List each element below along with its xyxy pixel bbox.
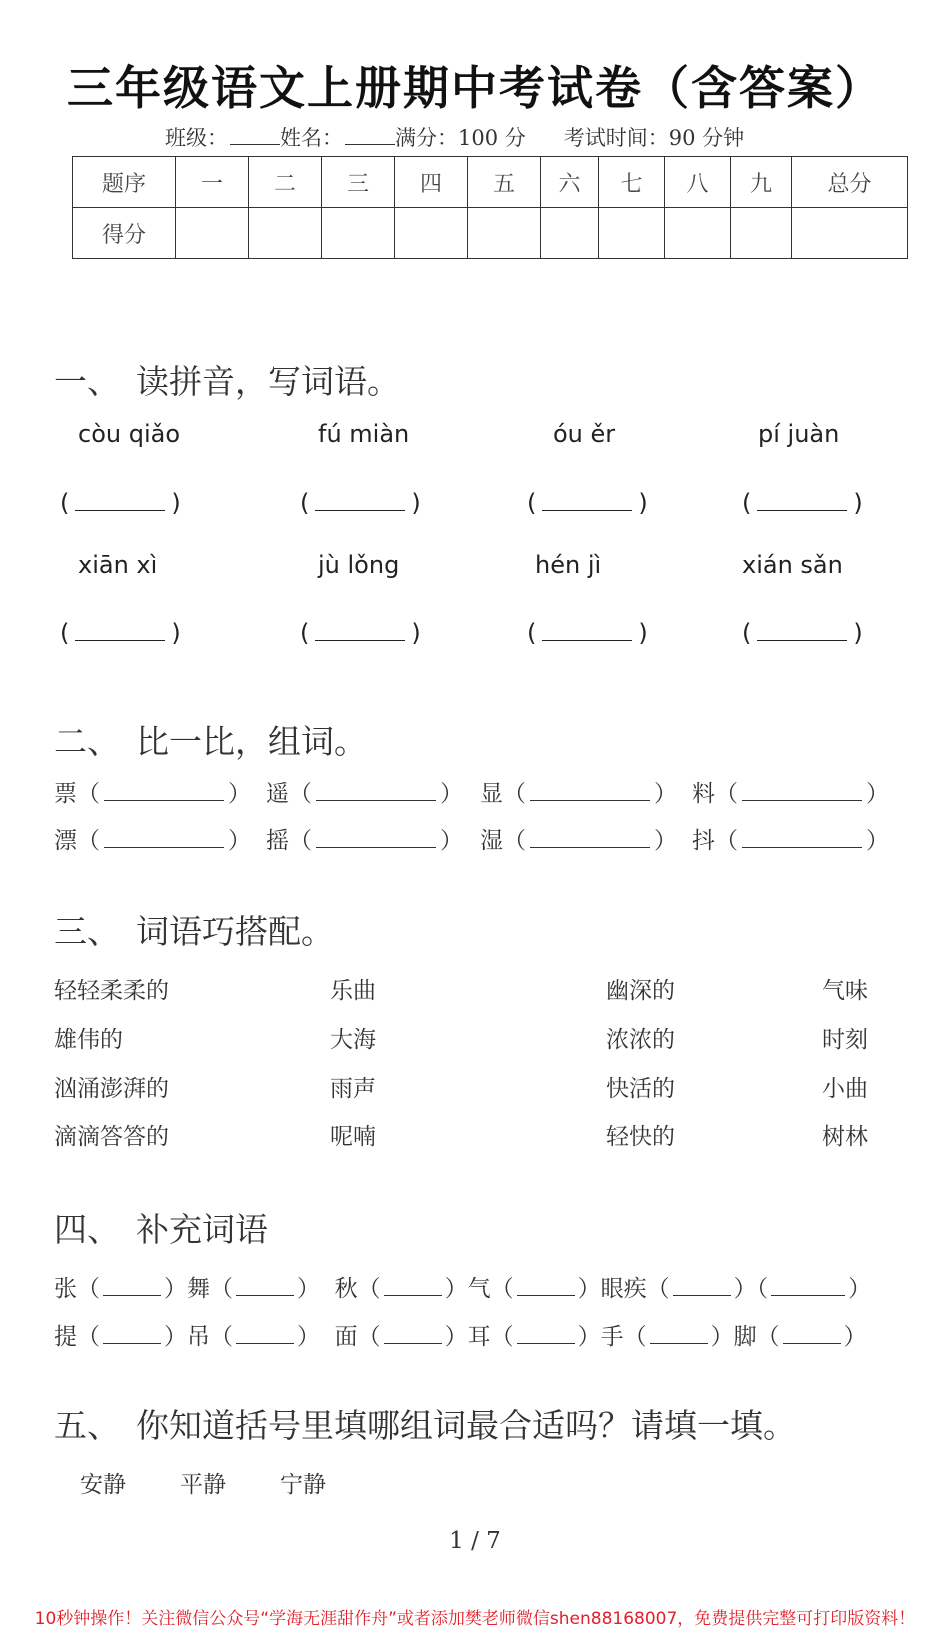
score-table-header-row bbox=[73, 157, 908, 208]
section-number: 三、 bbox=[54, 912, 120, 951]
section-2-heading bbox=[54, 716, 367, 763]
score-cell: 一 bbox=[176, 157, 249, 208]
score-input-cell[interactable] bbox=[599, 208, 665, 259]
compare-item[interactable]: 抖（ ） bbox=[692, 828, 889, 854]
match-word[interactable]: 轻轻柔柔的 bbox=[54, 978, 169, 1004]
section-title: 你知道括号里填哪组词最合适吗？请填一填。 bbox=[136, 1406, 796, 1445]
section-title: 补充词语 bbox=[136, 1210, 268, 1249]
answer-blank[interactable]: ( ) bbox=[60, 489, 181, 517]
idiom-blank[interactable] bbox=[236, 1323, 294, 1344]
score-cell: 题序 bbox=[73, 157, 176, 208]
match-word[interactable]: 小曲 bbox=[822, 1076, 868, 1102]
match-word[interactable]: 滴滴答答的 bbox=[54, 1124, 169, 1150]
word-option: 安静 bbox=[80, 1472, 126, 1498]
score-cell: 五 bbox=[468, 157, 541, 208]
page-number: 1 / 7 bbox=[449, 1528, 501, 1554]
score-input-cell[interactable] bbox=[249, 208, 322, 259]
answer-blank[interactable]: ( ) bbox=[60, 619, 181, 647]
idiom-blank[interactable] bbox=[384, 1323, 442, 1344]
score-cell: 总分 bbox=[792, 157, 908, 208]
section-number: 五、 bbox=[54, 1406, 120, 1445]
score-cell: 得分 bbox=[73, 208, 176, 259]
match-word[interactable]: 轻快的 bbox=[606, 1124, 675, 1150]
match-word[interactable]: 雨声 bbox=[330, 1076, 376, 1102]
score-table bbox=[72, 156, 908, 259]
name-label: 姓名： bbox=[280, 126, 343, 150]
idiom-blank[interactable] bbox=[103, 1323, 161, 1344]
score-cell: 九 bbox=[731, 157, 792, 208]
word-option: 平静 bbox=[180, 1472, 226, 1498]
score-table-score-row bbox=[73, 208, 908, 259]
pinyin-item: xiān xì bbox=[78, 551, 158, 579]
score-input-cell[interactable] bbox=[395, 208, 468, 259]
pinyin-item: xián sǎn bbox=[742, 551, 843, 579]
idiom-blank[interactable] bbox=[673, 1275, 731, 1296]
idiom-fill-row-1: 张（ ）舞（ ） 秋（ ）气（ ）眼疾（ ）（ ） bbox=[54, 1276, 872, 1302]
match-word[interactable]: 乐曲 bbox=[330, 978, 376, 1004]
match-word[interactable]: 浓浓的 bbox=[606, 1027, 675, 1053]
score-cell: 四 bbox=[395, 157, 468, 208]
compare-item[interactable]: 料（ ） bbox=[692, 781, 889, 807]
answer-blank[interactable]: ( ) bbox=[300, 619, 421, 647]
promo-footer: 10秒钟操作！关注微信公众号“学海无涯甜作舟”或者添加樊老师微信shen88168007，免费提供完整可打印版资料！ bbox=[34, 1609, 916, 1629]
pinyin-item: jù lǒng bbox=[318, 551, 400, 579]
section-number: 二、 bbox=[54, 722, 120, 761]
idiom-blank[interactable] bbox=[517, 1323, 575, 1344]
section-1-heading bbox=[54, 356, 400, 403]
pinyin-item: pí juàn bbox=[758, 420, 840, 448]
score-input-cell[interactable] bbox=[665, 208, 731, 259]
section-title: 比一比，组词。 bbox=[136, 722, 367, 761]
answer-blank[interactable]: ( ) bbox=[742, 489, 863, 517]
pinyin-item: fú miàn bbox=[318, 420, 410, 448]
score-input-cell[interactable] bbox=[322, 208, 395, 259]
match-word[interactable]: 快活的 bbox=[606, 1076, 675, 1102]
section-title: 词语巧搭配。 bbox=[136, 912, 334, 951]
word-option: 宁静 bbox=[280, 1472, 326, 1498]
idiom-blank[interactable] bbox=[236, 1275, 294, 1296]
page-title: 三年级语文上册期中考试卷（含答案） bbox=[67, 61, 883, 115]
compare-item[interactable]: 显（ ） bbox=[480, 781, 677, 807]
score-cell: 三 bbox=[322, 157, 395, 208]
answer-blank[interactable]: ( ) bbox=[300, 489, 421, 517]
idiom-blank[interactable] bbox=[783, 1323, 841, 1344]
compare-item[interactable]: 摇（ ） bbox=[266, 828, 463, 854]
idiom-blank[interactable] bbox=[384, 1275, 442, 1296]
score-cell: 七 bbox=[599, 157, 665, 208]
match-word[interactable]: 呢喃 bbox=[330, 1124, 376, 1150]
full-score: 满分：100 分 bbox=[395, 126, 526, 150]
score-cell: 二 bbox=[249, 157, 322, 208]
section-5-heading bbox=[54, 1400, 796, 1447]
compare-item[interactable]: 遥（ ） bbox=[266, 781, 463, 807]
compare-item[interactable]: 票（ ） bbox=[54, 781, 251, 807]
answer-blank[interactable]: ( ) bbox=[527, 489, 648, 517]
idiom-blank[interactable] bbox=[771, 1275, 845, 1296]
idiom-blank[interactable] bbox=[650, 1323, 708, 1344]
score-cell: 六 bbox=[541, 157, 599, 208]
pinyin-item: còu qiǎo bbox=[78, 420, 181, 448]
match-word[interactable]: 汹涌澎湃的 bbox=[54, 1076, 169, 1102]
score-cell: 八 bbox=[665, 157, 731, 208]
score-input-cell[interactable] bbox=[731, 208, 792, 259]
answer-blank[interactable]: ( ) bbox=[742, 619, 863, 647]
score-input-cell[interactable] bbox=[541, 208, 599, 259]
match-word[interactable]: 时刻 bbox=[822, 1027, 868, 1053]
match-word[interactable]: 大海 bbox=[330, 1027, 376, 1053]
section-number: 一、 bbox=[54, 362, 120, 401]
class-label: 班级： bbox=[165, 126, 228, 150]
match-word[interactable]: 幽深的 bbox=[606, 978, 675, 1004]
match-word[interactable]: 雄伟的 bbox=[54, 1027, 123, 1053]
exam-info bbox=[165, 122, 744, 152]
score-input-cell[interactable] bbox=[792, 208, 908, 259]
idiom-blank[interactable] bbox=[103, 1275, 161, 1296]
pinyin-item: hén jì bbox=[535, 551, 602, 579]
answer-blank[interactable]: ( ) bbox=[527, 619, 648, 647]
section-title: 读拼音，写词语。 bbox=[136, 362, 400, 401]
compare-item[interactable]: 漂（ ） bbox=[54, 828, 251, 854]
score-input-cell[interactable] bbox=[468, 208, 541, 259]
match-word[interactable]: 树林 bbox=[822, 1124, 868, 1150]
compare-item[interactable]: 湿（ ） bbox=[480, 828, 677, 854]
section-3-heading bbox=[54, 906, 334, 953]
idiom-fill-row-2: 提（ ）吊（ ） 面（ ）耳（ ）手（ ）脚（ ） bbox=[54, 1324, 867, 1350]
idiom-blank[interactable] bbox=[517, 1275, 575, 1296]
pinyin-item: óu ěr bbox=[553, 420, 616, 448]
exam-time: 考试时间：90 分钟 bbox=[563, 126, 745, 150]
match-word[interactable]: 气味 bbox=[822, 978, 868, 1004]
class-blank bbox=[230, 126, 280, 145]
section-4-heading bbox=[54, 1204, 268, 1251]
section-number: 四、 bbox=[54, 1210, 120, 1249]
score-input-cell[interactable] bbox=[176, 208, 249, 259]
name-blank bbox=[345, 126, 395, 145]
